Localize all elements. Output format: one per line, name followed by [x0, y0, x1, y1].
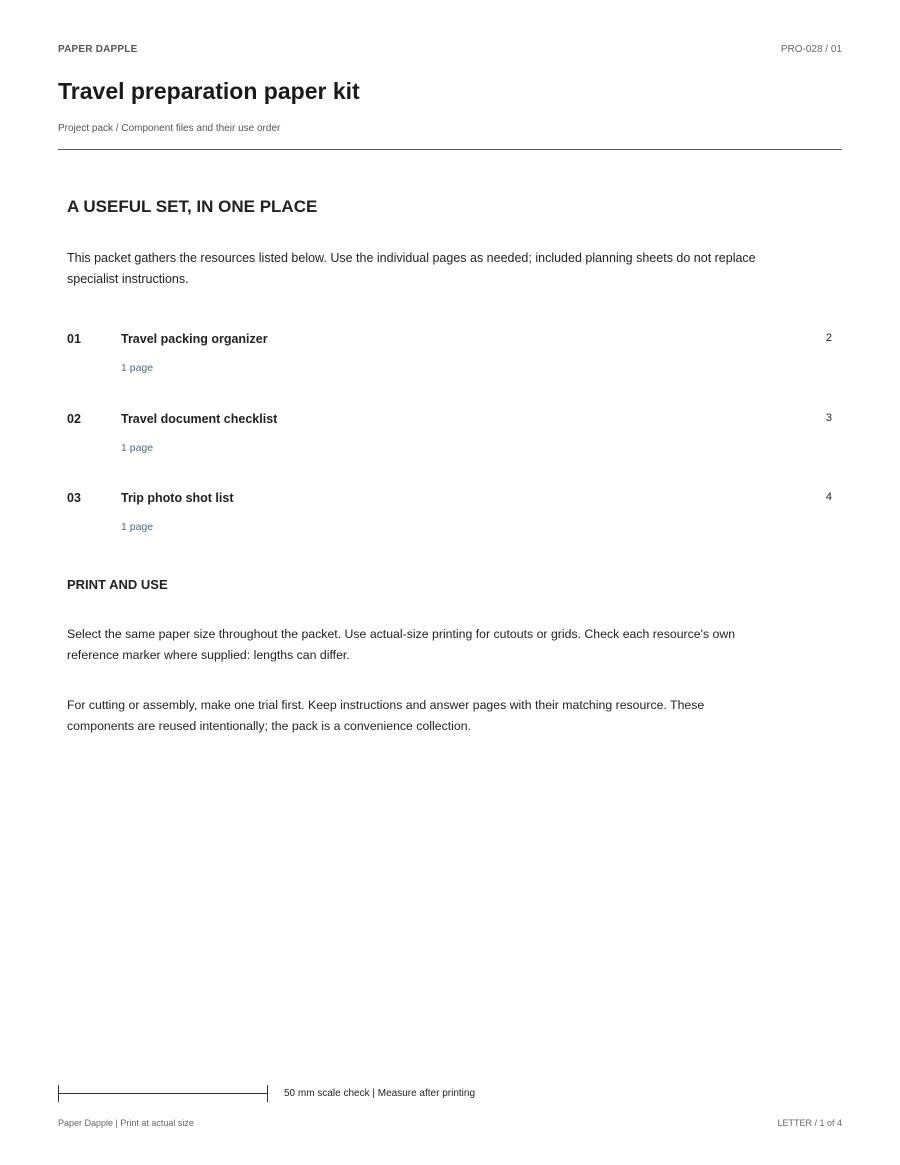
- contents-item: [67, 412, 842, 460]
- contents-item-title: Travel document checklist: [121, 412, 278, 426]
- brand-name: PAPER DAPPLE: [58, 44, 138, 55]
- contents-item-number: 03: [67, 491, 81, 505]
- contents-item-page: 2: [825, 332, 832, 344]
- scale-check-label: 50 mm scale check | Measure after printing: [284, 1088, 476, 1099]
- print-paragraph: For cutting or assembly, make one trial first. Keep instructions and answer pages with their matching resource. These components are reused intentionally; the pack is a convenience collection.: [67, 698, 705, 733]
- contents-item-title: Trip photo shot list: [121, 491, 234, 505]
- contents-item-page: 3: [825, 412, 832, 424]
- page-title: Travel preparation paper kit: [58, 78, 360, 104]
- scale-line: [58, 1093, 267, 1094]
- contents-item-meta: 1 page: [121, 362, 154, 374]
- contents-item: [67, 332, 842, 380]
- contents-item-page: 4: [825, 491, 832, 503]
- contents-item-meta: 1 page: [121, 442, 154, 454]
- footer-note: Paper Dapple | Print at actual size: [58, 1118, 194, 1128]
- scale-tick-end: [267, 1085, 268, 1102]
- contents-item-number: 02: [67, 412, 81, 426]
- contents-item: [67, 491, 842, 539]
- scale-check-bar: [58, 1085, 268, 1103]
- print-paragraph: Select the same paper size throughout the packet. Use actual-size printing for cutouts or grids. Check each resource's own reference marker where supplied: lengths can differ.: [67, 627, 736, 662]
- intro-heading: A USEFUL SET, IN ONE PLACE: [67, 197, 318, 216]
- header-divider: [58, 149, 842, 150]
- intro-text: This packet gathers the resources listed below. Use the individual pages as needed; included planning sheets do not replace specialist instructions.: [67, 251, 756, 286]
- document-id: PRO-028 / 01: [780, 44, 842, 55]
- contents-item-number: 01: [67, 332, 81, 346]
- contents-item-meta: 1 page: [121, 521, 154, 533]
- contents-item-title: Travel packing organizer: [121, 332, 268, 346]
- footer-page-number: LETTER / 1 of 4: [777, 1118, 842, 1128]
- print-heading: PRINT AND USE: [67, 577, 168, 592]
- page-subtitle: Project pack / Component files and their use order: [58, 123, 281, 134]
